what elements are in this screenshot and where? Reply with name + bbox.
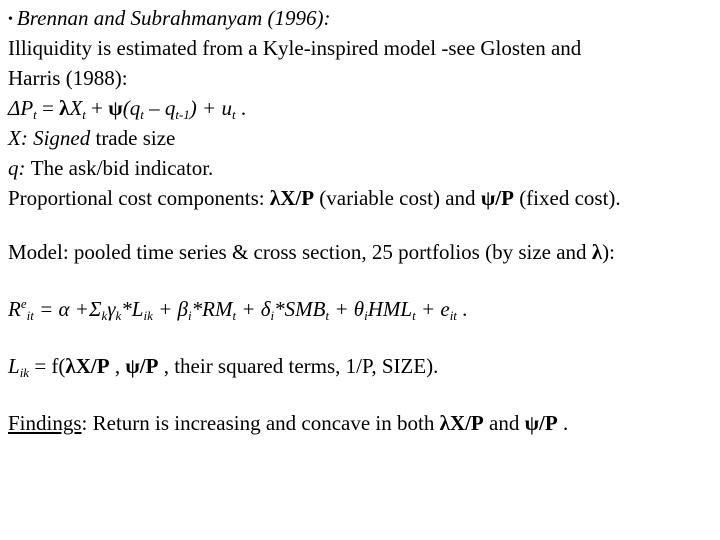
findings-label: Findings	[8, 411, 82, 435]
findings-line: Findings: Return is increasing and concave in both λX/P and ψ/P .	[8, 411, 569, 435]
equation-price-change: $\Delta P_t = \lambda X_t + \psi(q_t - q_{t-1}) + u_t$ .	[8, 96, 247, 122]
bullet: •	[8, 12, 13, 27]
intro-line-1: Illiquidity is estimated from a Kyle-inspired model -see Glosten and	[8, 36, 582, 60]
cost-components: Proportional cost components: λX/P (variable cost) and ψ/P (fixed cost).	[8, 186, 621, 210]
model-line: Model: pooled time series & cross section, 25 portfolios (by size and λ):	[8, 240, 615, 264]
equation-returns: $R^e_{it} = \alpha +\Sigma_k\gamma_k*L_{ik} + \beta_i*RM_t + \delta_i*SMB_t + \theta_iHML_t + e_{it}$ .	[8, 296, 468, 323]
intro-line-2: Harris (1988):	[8, 66, 128, 90]
equation-liquidity: $L_{ik} = f(\lambda X/P$ , ψ/P , their squared terms, 1/P, SIZE).	[8, 354, 439, 380]
heading-text: Brennan and Subrahmanyam (1996):	[16, 6, 331, 30]
definition-q: q: The ask/bid indicator.	[8, 156, 214, 180]
definition-x: X: Signed trade size	[8, 126, 176, 150]
heading-line	[8, 6, 331, 34]
